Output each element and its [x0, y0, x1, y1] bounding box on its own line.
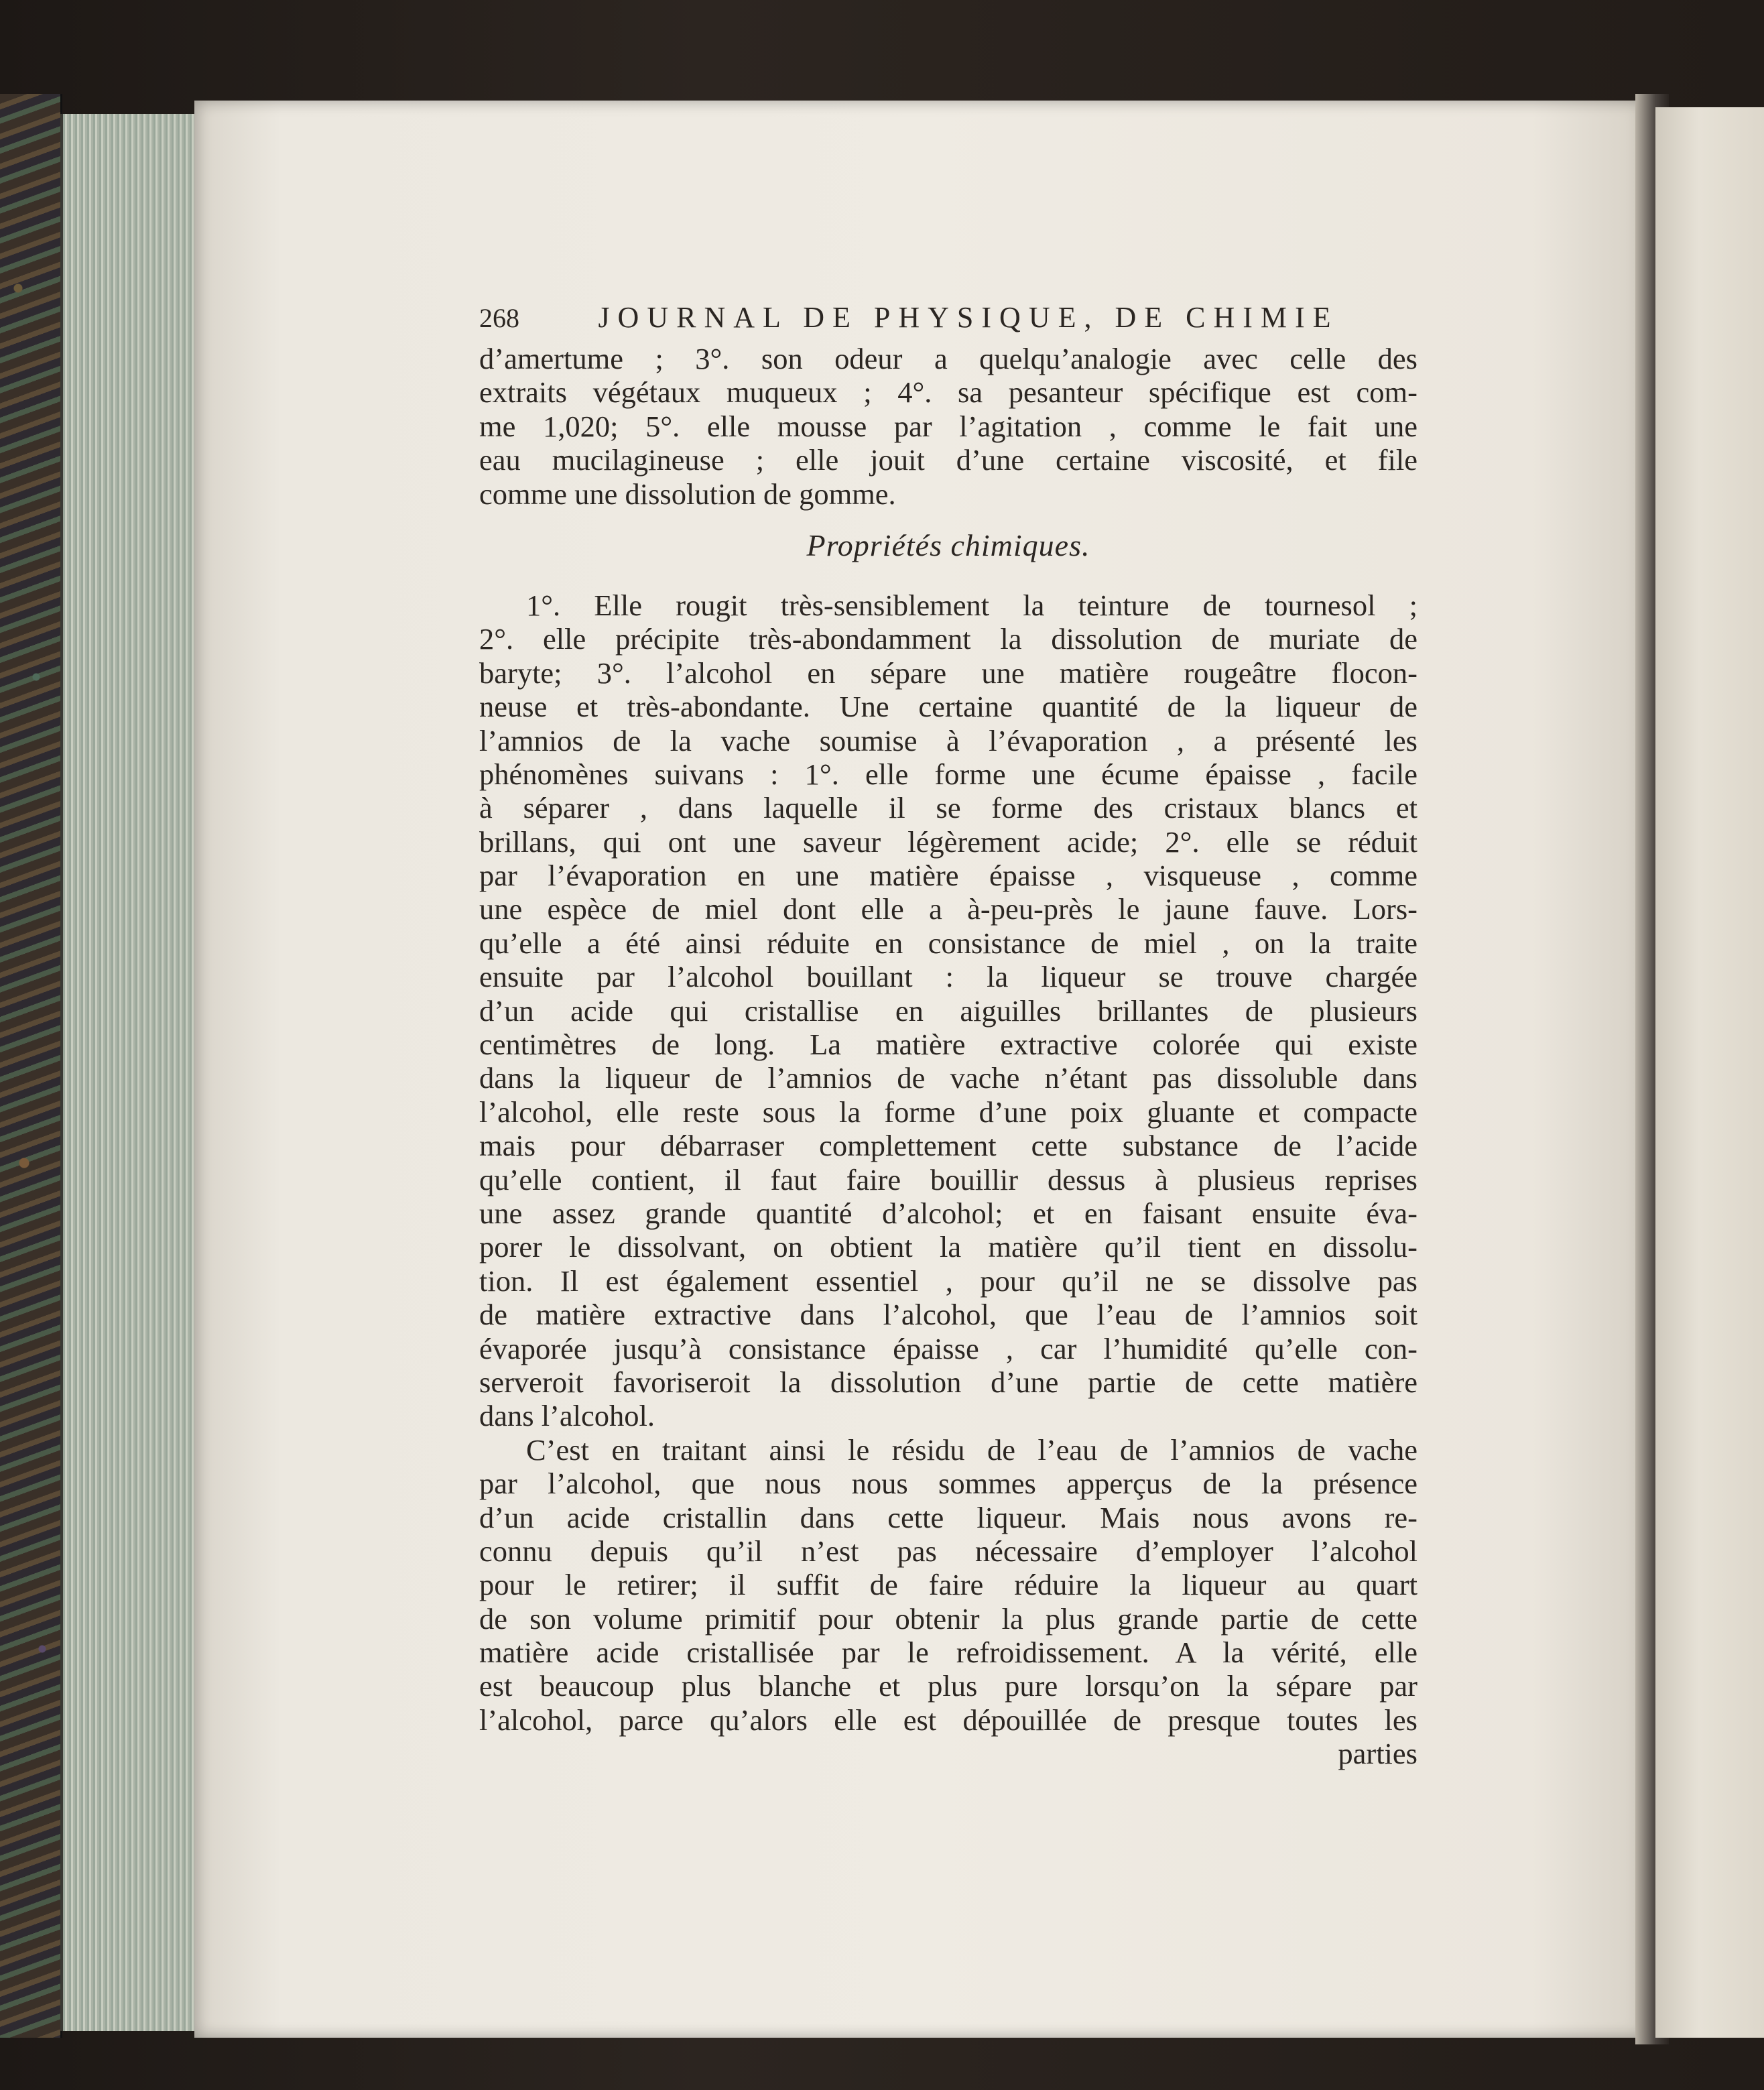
text-line: extraits végétaux muqueux ; 4°. sa pesanteur spécifique est com- — [479, 375, 1418, 410]
page-header — [479, 300, 1418, 342]
paragraph-1 — [479, 342, 1418, 511]
text-line: mais pour débarraser complettement cette substance de l’acide — [479, 1129, 1418, 1163]
text-line: dans la liqueur de l’amnios de vache n’étant pas dissoluble dans — [479, 1061, 1418, 1095]
paragraph-3 — [479, 1433, 1418, 1737]
paragraph-2 — [479, 589, 1418, 1433]
text-line: baryte; 3°. l’alcohol en sépare une matière rougeâtre flocon- — [479, 656, 1418, 690]
text-line: phénomènes suivans : 1°. elle forme une écume épaisse , facile — [479, 757, 1418, 791]
text-line: pour le retirer; il suffit de faire réduire la liqueur au quart — [479, 1568, 1418, 1602]
text-line: une espèce de miel dont elle a à-peu-près le jaune fauve. Lors- — [479, 892, 1418, 926]
text-line: C’est en traitant ainsi le résidu de l’eau de l’amnios de vache — [526, 1432, 1418, 1467]
text-line: eau mucilagineuse ; elle jouit d’une certaine viscosité, et file — [479, 443, 1418, 477]
text-line: de son volume primitif pour obtenir la plus grande partie de cette — [479, 1601, 1418, 1636]
text-line: d’un acide cristallin dans cette liqueur. Mais nous avons re- — [479, 1500, 1418, 1534]
marbled-cover-edge — [0, 94, 62, 2038]
catchword: parties — [1338, 1737, 1418, 1771]
text-line: qu’elle a été ainsi réduite en consistance de miel , on la traite — [479, 926, 1418, 960]
text-line: 2°. elle précipite très-abondamment la dissolution de muriate de — [479, 622, 1418, 656]
text-line: par l’évaporation en une matière épaisse , visqueuse , comme — [479, 859, 1418, 893]
text-line: neuse et très-abondante. Une certaine quantité de la liqueur de — [479, 690, 1418, 724]
text-line: 1°. Elle rougit très-sensiblement la teinture de tournesol ; — [526, 588, 1418, 622]
text-line: tion. Il est également essentiel , pour qu’il ne se dissolve pas — [479, 1264, 1418, 1298]
text-line: l’alcohol, elle reste sous la forme d’une poix gluante et compacte — [479, 1095, 1418, 1129]
section-title: Propriétés chimiques. — [806, 528, 1090, 562]
next-page-sliver — [1655, 107, 1764, 2038]
page-number: 268 — [479, 303, 519, 333]
page-text — [479, 300, 1418, 1771]
text-line: brillans, qui ont une saveur légèrement acide; 2°. elle se réduit — [479, 824, 1418, 859]
text-line: connu depuis qu’il n’est pas nécessaire d’employer l’alcohol — [479, 1534, 1418, 1568]
text-line: l’alcohol, parce qu’alors elle est dépouillée de presque toutes les — [479, 1703, 1418, 1737]
text-line: ensuite par l’alcohol bouillant : la liqueur se trouve chargée — [479, 960, 1418, 994]
text-line: matière acide cristallisée par le refroidissement. A la vérité, elle — [479, 1636, 1418, 1670]
page-stack-edge — [60, 114, 204, 2031]
text-line: est beaucoup plus blanche et plus pure lorsqu’on la sépare par — [479, 1669, 1418, 1703]
text-line: centimètres de long. La matière extractive colorée qui existe — [479, 1028, 1418, 1062]
text-line: qu’elle contient, il faut faire bouillir dessus à plusieus reprises — [479, 1162, 1418, 1196]
text-line: serveroit favoriseroit la dissolution d’une partie de cette matière — [479, 1365, 1418, 1399]
text-line: d’un acide qui cristallise en aiguilles brillantes de plusieurs — [479, 993, 1418, 1028]
running-title: JOURNAL DE PHYSIQUE, DE CHIMIE — [598, 301, 1339, 334]
text-line: de matière extractive dans l’alcohol, que l’eau de l’amnios soit — [479, 1298, 1418, 1332]
text-line: dans l’alcohol. — [479, 1399, 655, 1433]
text-line: une assez grande quantité d’alcohol; et en faisant ensuite éva- — [479, 1196, 1418, 1230]
text-line: évaporée jusqu’à consistance épaisse , car l’humidité qu’elle con- — [479, 1331, 1418, 1365]
text-line: comme une dissolution de gomme. — [479, 477, 896, 511]
text-line: porer le dissolvant, on obtient la matière qu’il tient en dissolu- — [479, 1230, 1418, 1264]
text-line: par l’alcohol, que nous nous sommes apperçus de la présence — [479, 1467, 1418, 1501]
text-line: à séparer , dans laquelle il se forme des cristaux blancs et — [479, 791, 1418, 825]
text-line: l’amnios de la vache soumise à l’évaporation , a présenté les — [479, 723, 1418, 757]
text-line: d’amertume ; 3°. son odeur a quelqu’analogie avec celle des — [479, 342, 1418, 375]
text-line: me 1,020; 5°. elle mousse par l’agitation , comme le fait une — [479, 409, 1418, 443]
